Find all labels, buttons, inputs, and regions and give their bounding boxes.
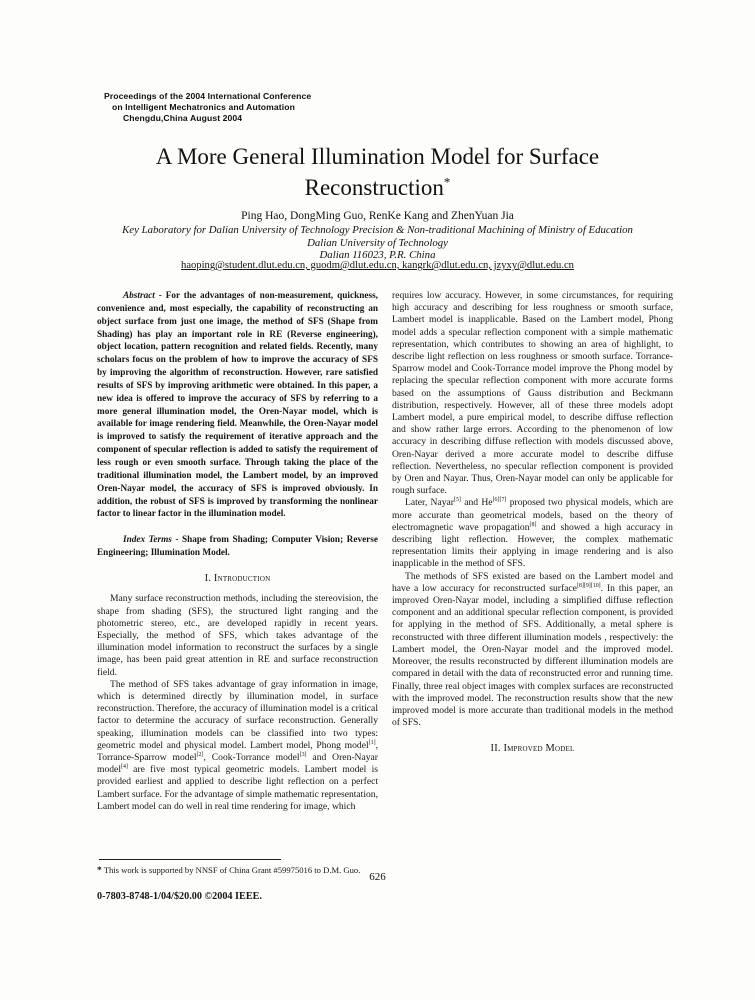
affiliation-line-1: Key Laboratory for Dalian University of Technology Precision & Non-traditional Machining of Ministry of Education [122,224,633,236]
right-paragraph-2: Later, Nayar[5] and He[6][7] proposed two physical models, which are more accurate than geometrical models, based on the theory of electromagnetic wave propagation[8] and showed a high accuracy in describing light reflection. However, the complex mathematic representation limits their applying in image rendering and is also inapplicable in the method of SFS. [392,497,673,570]
affiliation-line-3: Dalian 116023, P.R. China [319,249,436,262]
affiliation-block [0,224,755,262]
authors-line: Ping Hao, DongMing Guo, RenKe Kang and ZhenYuan Jia [241,210,514,222]
intro-paragraph-1: Many surface reconstruction methods, including the stereovision, the shape from shading (SFS), the structured light ranging and the photometric stereo, etc., are developed rapidly in recent years. Especially, the method of SFS, which takes advantage of the illumination model information to reconstruct the surfaces by a single image, has been paid great attention in RE and surface reconstruction field. [97,593,378,678]
title-footnote-marker: * [443,174,451,190]
proceedings-line-3: Chengdu,China August 2004 [123,113,243,123]
right-paragraph-1: requires low accuracy. However, in some circumstances, for requiring high accuracy and describing for less roughness or smooth surface, Lambert model is inapplicable. Based on the Lambert model, Phong model adds a specular reflection component with a simple mathematic representation, which contributes to showing an area of highlight, to describe light reflection on less roughness or smooth surface. Torrance-Sparrow model and Cook-Torrance model improve the Phong model by replacing the specular reflection component with more accurate forms based on the assumptions of Gauss distribution and Beckmann distribution, respectively. However, all of these three models adopt Lambert model, a pure empirical model, to describe diffuse reflection and show rather large errors. According to the phenomenon of low accuracy in describing diffuse reflection with models discussed above, Oren-Nayar derived a more accurate model to describe diffuse reflection. Nevertheless, no specular reflection component is provided by Oren and Nayar. Thus, Oren-Nayar model can only be applicable for rough surface. [392,290,673,497]
paper-title-line-2 [0,172,755,203]
column-right [392,290,673,902]
author-emails-text: haoping@student.dlut.edu.cn, guodm@dlut.edu.cn, kangrk@dlut.edu.cn, jzyxy@dlut.edu.cn [181,260,574,271]
index-terms-paragraph: Index Terms - Shape from Shading; Computer Vision; Reverse Engineering; Illumination Model. [97,535,378,558]
footnote-marker: * [97,866,102,876]
footnote-rule [99,859,281,860]
paper-title-line-2-text: Reconstruction [304,175,444,200]
abstract-paragraph: Abstract - For the advantages of non-measurement, quickness, convenience and, most especially, the capability of reconstructing an object surface from just one image, the method of SFS (Shape from Shading) has play an important role in RE (Reverse engineering), object location, pattern recognition and related fields. Recently, many scholars focus on the problem of how to improve the accuracy of SFS by improving the algorithm of reconstruction. However, rare satisfied results of SFS by improving arithmetic were obtained. In this paper, a new idea is offered to improve the accuracy of SFS by referring to a more general illumination model, the Oren-Nayar model, which is available for image rendering field. Meanwhile, the Oren-Nayar model is improved to satisfy the requirement of iterative approach and the component of specular reflection is added to satisfy the requirement of less rough or even smooth surface. Through taking the place of the traditional illumination model, the Lambert model, by an improved Oren-Nayar model, the accuracy of SFS is improved obviously. In addition, the robust of SFS is improved by transforming the nonlinear factor to linear factor in the illumination model. [97,291,378,520]
footnote-body: This work is supported by NNSF of China Grant #59975016 to D.M. Guo. [101,865,361,875]
column-left [97,290,378,902]
section-heading-improved-model: II. Improved Model [490,743,575,755]
paper-title [0,141,755,203]
proceedings-line-1: Proceedings of the 2004 International Conference [104,91,312,101]
paper-title-line-1: A More General Illumination Model for Surface [155,144,600,169]
affiliation-line-2: Dalian University of Technology [307,236,448,249]
section-heading-introduction: I. Introduction [204,573,271,585]
body-columns [97,290,673,902]
proceedings-note [104,91,311,124]
author-emails [0,260,755,271]
right-paragraph-3: The methods of SFS existed are based on the Lambert model and have a low accuracy for reconstructed surface[8][9][10]. In this paper, an improved Oren-Nayar model, including a simplified diffuse reflection component and an additional specular reflection component, is provided for applying in the method of SFS. Additionally, a metal sphere is reconstructed with three different illumination models , respectively: the Lambert model, the Oren-Nayar model and the improved model. Moreover, the results reconstructed by different illumination models are compared in detail with the data of reconstructed error and running time. Finally, three real object images with complex surfaces are reconstructed with the improved model. The reconstruction results show that the new improved model is more accurate than traditional models in the method of SFS. [392,570,673,729]
page-number: 626 [369,871,386,883]
proceedings-line-2: on Intelligent Mechatronics and Automation [112,102,295,112]
intro-paragraph-2: The method of SFS takes advantage of gray information in image, which is determined directly by illumination model, in surface reconstruction. Therefore, the accuracy of illumination model is a critical factor to determine the accuracy of surface reconstruction. Generally speaking, illumination models can be classified into two types: geometric model and physical model. Lambert model, Phong model[1], Torrance-Sparrow model[2], Cook-Torrance model[3] and Oren-Nayar model[4] are five most typical geometric models. Lambert model is provided earliest and applied to describe light reflection on a perfect Lambert surface. For the advantage of simple mathematic representation, Lambert model can do well in real time rendering for image, which [97,678,378,812]
copyright-notice: 0-7803-8748-1/04/$20.00 ©2004 IEEE. [97,891,262,902]
